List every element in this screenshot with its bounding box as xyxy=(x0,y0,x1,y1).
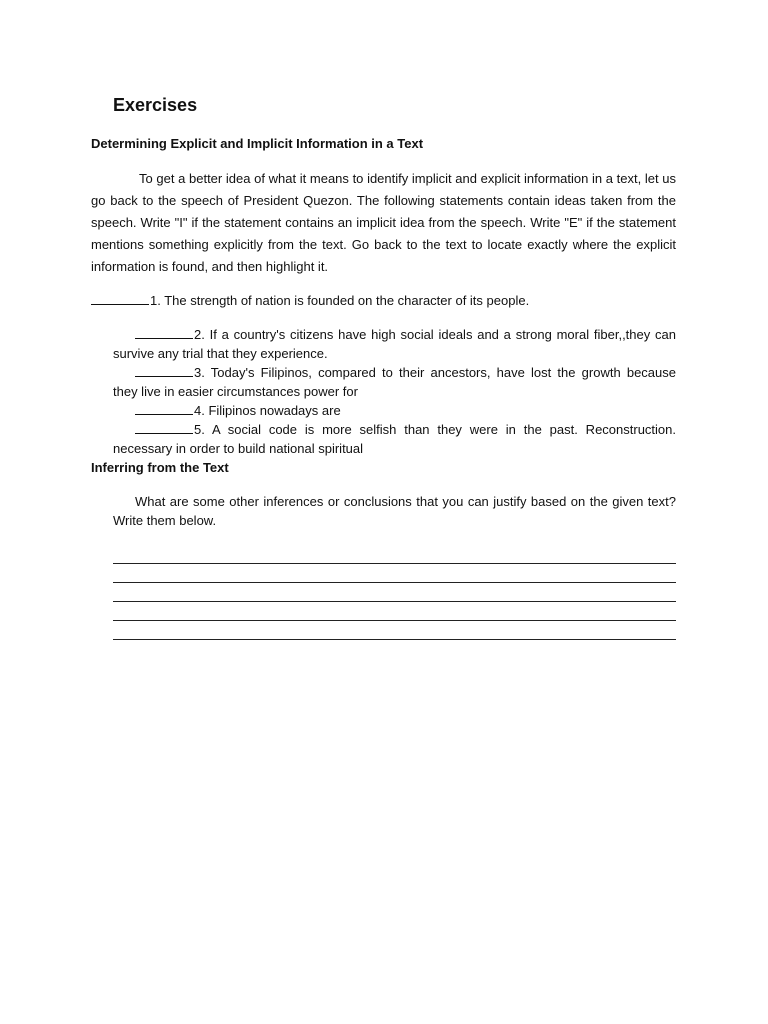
answer-lines xyxy=(113,545,676,640)
answer-blank-3[interactable] xyxy=(135,363,193,377)
answer-blank-1[interactable] xyxy=(91,291,149,305)
section-heading-explicit-implicit: Determining Explicit and Implicit Information in a Text xyxy=(91,136,424,151)
statement-item-3 xyxy=(113,363,676,401)
statement-item-4 xyxy=(113,401,676,420)
page-title: Exercises xyxy=(113,95,198,115)
answer-blank-5[interactable] xyxy=(135,420,193,434)
answer-line[interactable] xyxy=(113,602,676,621)
statement-item-5 xyxy=(113,420,676,458)
statement-item-1 xyxy=(91,291,676,310)
statement-text-4: 4. Filipinos nowadays are xyxy=(194,403,341,418)
section-heading-inferring: Inferring from the Text xyxy=(91,460,229,475)
inference-prompt: What are some other inferences or conclusions that you can justify based on the given text? Write them below. xyxy=(113,494,676,528)
answer-line[interactable] xyxy=(113,545,676,564)
statement-text-1: 1. The strength of nation is founded on the character of its people. xyxy=(150,293,530,308)
answer-blank-2[interactable] xyxy=(135,325,193,339)
answer-line[interactable] xyxy=(113,583,676,602)
statement-list xyxy=(113,325,676,458)
statement-text-5: 5. A social code is more selfish than they were in the past. Reconstruction. necessary in order to build national spiritual xyxy=(113,422,676,456)
instructions-paragraph: To get a better idea of what it means to identify implicit and explicit information in a text, let us go back to the speech of President Quezon. The following statements contain ideas taken from the speech. Write "I" if the statement contains an implicit idea from the speech. Write "E" if the statement mentions something explicitly from the text. Go back to the text to locate exactly where the explicit information is found, and then highlight it. xyxy=(91,171,676,274)
answer-line[interactable] xyxy=(113,564,676,583)
statement-item-2 xyxy=(113,325,676,363)
answer-line[interactable] xyxy=(113,621,676,640)
statement-text-3: 3. Today's Filipinos, compared to their ancestors, have lost the growth because they live in easier circumstances power for xyxy=(113,365,676,399)
answer-blank-4[interactable] xyxy=(135,401,193,415)
statement-text-2: 2. If a country's citizens have high social ideals and a strong moral fiber,,they can survive any trial that they experience. xyxy=(113,327,676,361)
